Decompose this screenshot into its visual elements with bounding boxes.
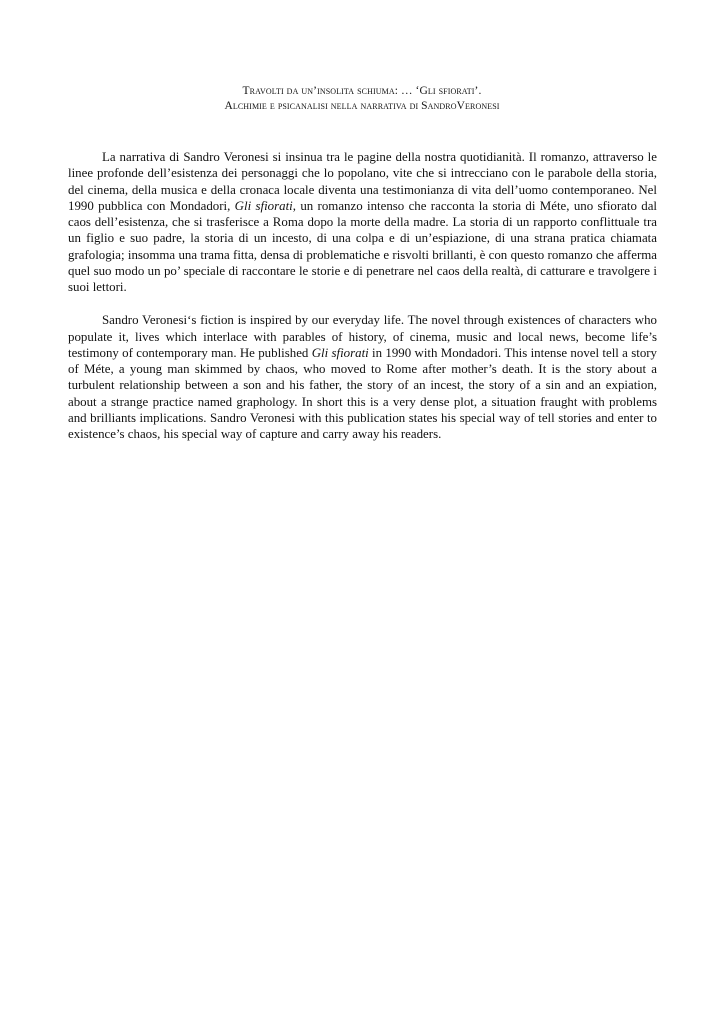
- italian-paragraph: [68, 149, 657, 295]
- english-book-title: Gli sfiorati: [311, 345, 369, 360]
- document-body: [68, 149, 657, 442]
- italian-text-part-1: La narrativa di Sandro Veronesi si insinua tra le pagine della nostra quotidianità. Il romanzo, attraverso le linee profonde dell’esistenza dei personaggi che lo popolano, vite che si intrecciano con le parabole della storia, del cinema, della musica e della cronaca locale diventa una testimonianza di vita dell’uomo contemporaneo. Nel 1990 pubblica con Mondadori,: [68, 150, 657, 213]
- italian-book-title: Gli sfiorati: [234, 198, 293, 213]
- english-text-part-1: Sandro Veronesi‘s fiction is inspired by our everyday life. The novel through existences of characters who populate it, lives which interlace with parables of history, of cinema, music and local news, become life’s testimony of contemporary man. He published: [68, 313, 657, 360]
- italian-text-part-2: , un romanzo intenso che racconta la storia di Méte, uno sfiorato dal caos dell’esistenza, che si trasferisce a Roma dopo la morte della madre. La storia di un rapporto conflittuale tra un figlio e suo padre, la storia di un incesto, di una colpa e di un’espiazione, di una strana pratica chiamata grafologia; insomma una trama fitta, densa di problematiche e risvolti brillanti, è con questo romanzo che afferma quel suo modo un po’ speciale di raccontare le storie e di penetrare nel caos della realtà, di catturare e travolgere i suoi lettori.: [68, 198, 657, 294]
- english-text-part-2: in 1990 with Mondadori. This intense novel tell a story of Méte, a young man skimmed by chaos, who moved to Rome after mother’s death. It is the story about a turbulent relationship between a son and his father, the story of an incest, the story of a sin and an expiation, about a strange practice named graphology. In short this is a very dense plot, a situation fraught with problems and brilliants implications. Sandro Veronesi with this publication states his special way of tell stories and enter to existence’s chaos, his special way of capture and carry away his readers.: [68, 345, 657, 441]
- title-line-2: Alchimie e psicanalisi nella narrativa di SandroVeronesi: [224, 100, 500, 112]
- english-paragraph: [68, 312, 657, 442]
- document-title: [68, 84, 656, 114]
- title-line-1: Travolti da un’insolita schiuma: … ‘Gli sfiorati’.: [242, 85, 482, 97]
